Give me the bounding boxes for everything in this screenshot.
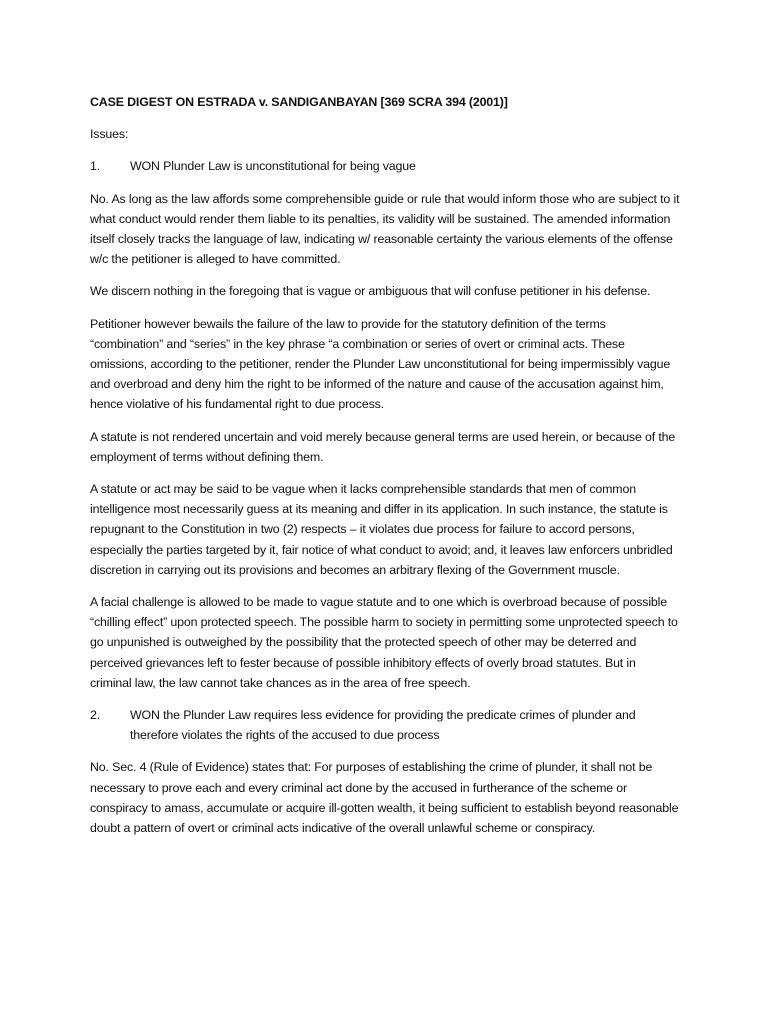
- issue-1-vague-definition-paragraph: A statute or act may be said to be vague when it lacks comprehensible standards that men of common intelligence most necessarily guess at its meaning and differ in its application. In such instance, the statute is repugnant to the Constitution in two (2) respects – it violates due process for failure to accord persons, especially the parties targeted by it, fair notice of what conduct to avoid; and, it leaves law enforcers unbridled discretion in carrying out its provisions and becomes an arbitrary flexing of the Government muscle.: [90, 482, 673, 577]
- issue-1: [90, 156, 680, 176]
- case-digest-title: CASE DIGEST ON ESTRADA v. SANDIGANBAYAN [369 SCRA 394 (2001)]: [90, 95, 508, 109]
- issue-2-text: WON the Plunder Law requires less evidence for providing the predicate crimes of plunder and therefore violates the rights of the accused to due process: [130, 708, 636, 743]
- issue-1-discern-paragraph: We discern nothing in the foregoing that is vague or ambiguous that will confuse petitioner in his defense.: [90, 284, 651, 299]
- issue-1-facial-challenge-paragraph: A facial challenge is allowed to be made to vague statute and to one which is overbroad because of possible “chilling effect” upon protected speech. The possible harm to society in permitting some unprotected speech to go unpunished is outweighed by the possibility that the protected speech of other may be deterred and perceived grievances left to fester because of possible inhibitory effects of overly broad statutes. But in criminal law, the law cannot take chances as in the area of free speech.: [90, 595, 678, 690]
- issue-1-answer-paragraph: No. As long as the law affords some comprehensible guide or rule that would inform those who are subject to it what conduct would render them liable to its penalties, its validity will be sustained. The amended information itself closely tracks the language of law, indicating w/ reasonable certainty the various elements of the offense w/c the petitioner is alleged to have committed.: [90, 191, 680, 267]
- issue-1-general-terms-paragraph: A statute is not rendered uncertain and void merely because general terms are used herein, or because of the employment of terms without defining them.: [90, 429, 676, 464]
- issue-2: [90, 705, 680, 745]
- issue-2-answer-paragraph: No. Sec. 4 (Rule of Evidence) states that: For purposes of establishing the crime of plunder, it shall not be necessary to prove each and every criminal act done by the accused in furtherance of the scheme or conspiracy to amass, accumulate or acquire ill-gotten wealth, it being sufficient to establish beyond reasonable doubt a pattern of overt or criminal acts indicative of the overall unlawful scheme or conspiracy.: [90, 760, 679, 836]
- issue-1-text: WON Plunder Law is unconstitutional for being vague: [130, 159, 416, 174]
- issue-1-number: 1.: [90, 159, 101, 174]
- issue-1-petitioner-paragraph: Petitioner however bewails the failure of the law to provide for the statutory definition of the terms “combination” and “series” in the key phrase “a combination or series of overt or criminal acts. These omissions, according to the petitioner, render the Plunder Law unconstitutional for being impermissibly vague and overbroad and deny him the right to be informed of the nature and cause of the accusation against him, hence violative of his fundamental right to due process.: [90, 316, 671, 412]
- issue-2-number: 2.: [90, 708, 101, 723]
- issues-heading: Issues:: [90, 127, 129, 142]
- document-body: [90, 92, 680, 850]
